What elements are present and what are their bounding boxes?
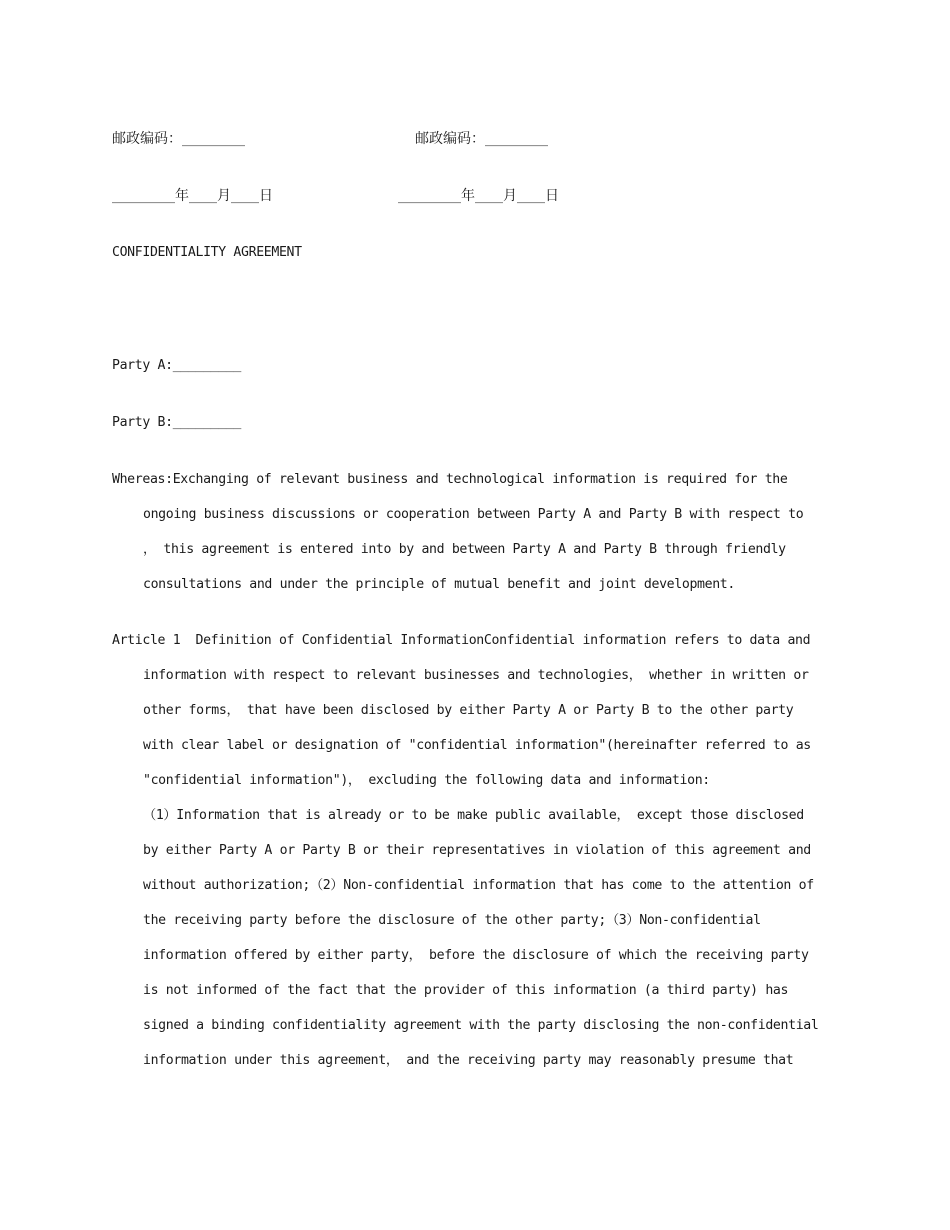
whereas-line: consultations and under the principle of mutual benefit and joint development.: [143, 577, 735, 592]
date-right: _________年____月____日: [398, 188, 559, 204]
article-1-line: （1）Information that is already or to be make public available， except those disclosed: [143, 808, 804, 823]
date-left: _________年____月____日: [112, 188, 273, 204]
article-1-line: information under this agreement， and the receiving party may reasonably presume that: [143, 1053, 794, 1068]
article-1-line: other forms， that have been disclosed by either Party A or Party B to the other party: [143, 703, 794, 718]
party-b-line: Party B:_________: [112, 415, 242, 430]
whereas-line: ， this agreement is entered into by and between Party A and Party B through friendly: [143, 542, 786, 557]
whereas-line: Whereas:Exchanging of relevant business and technological information is required for the: [112, 472, 788, 487]
article-1-line: with clear label or designation of "confidential information"(hereinafter referred to as: [143, 738, 811, 753]
article-1-line: information with respect to relevant businesses and technologies， whether in written or: [143, 668, 809, 683]
postal-code-left: 邮政编码：_________: [112, 131, 245, 147]
whereas-line: ongoing business discussions or cooperation between Party A and Party B with respect to: [143, 507, 804, 522]
whereas-paragraph: [112, 462, 842, 602]
article-1-paragraph: [112, 623, 842, 1078]
article-1-line: the receiving party before the disclosure of the other party;（3）Non-confidential: [143, 913, 761, 928]
article-1-line: "confidential information")， excluding the following data and information:: [143, 773, 710, 788]
article-1-line: Article 1 Definition of Confidential InformationConfidential information refers to data and: [112, 633, 811, 648]
article-1-line: is not informed of the fact that the provider of this information (a third party) has: [143, 983, 789, 998]
article-1-line: without authorization;（2）Non-confidential information that has come to the attention of: [143, 878, 814, 893]
article-1-line: information offered by either party， before the disclosure of which the receiving party: [143, 948, 809, 963]
party-a-line: Party A:_________: [112, 358, 242, 373]
article-1-line: by either Party A or Party B or their representatives in violation of this agreement and: [143, 843, 811, 858]
document-title: CONFIDENTIALITY AGREEMENT: [112, 245, 302, 260]
postal-code-right: 邮政编码：_________: [415, 131, 548, 147]
article-1-line: signed a binding confidentiality agreement with the party disclosing the non-confidential: [143, 1018, 819, 1033]
